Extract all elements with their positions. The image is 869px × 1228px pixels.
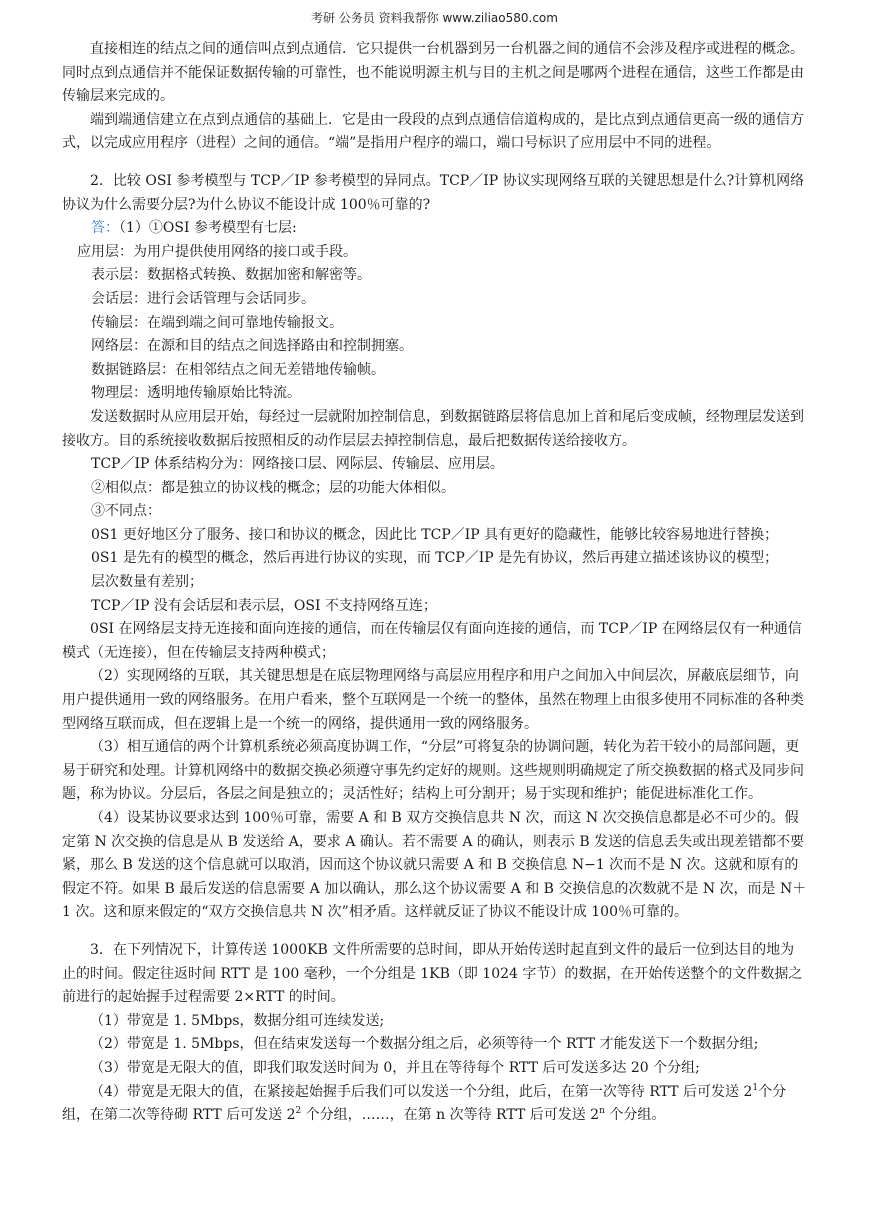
answer-1-intro [62, 217, 808, 241]
differences-title: ③不同点： [91, 503, 161, 520]
case-2: （2）带宽是 1. 5Mbps，但在结束发送每一个数据分组之后，必须等待一个 RTT 才能发送下一个数据分组; [90, 1036, 759, 1053]
answer-1-text: （1）①OSI 参考模型有七层: [119, 220, 297, 237]
layer-session: 会话层：进行会话管理与会话同步。 [91, 290, 315, 307]
difference-1: 0S1 更好地区分了服务、接口和协议的概念，因此比 TCP／IP 具有更好的隐藏性，能够比较容易地进行替换； [91, 526, 779, 543]
question-2: 2．比较 OSI 参考模型与 TCP／IP 参考模型的异同点。TCP／IP 协议实现网络互联的关键思想是什么?计算机网络协议为什么需要分层?为什么协议不能设计成 100％可靠的? [62, 172, 805, 213]
answer-3: （3）相互通信的两个计算机系统必须高度协调工作，“分层”可将复杂的协调问题，转化为若干较小的局部问题，更易于研究和处理。计算机网络中的数据交换必须遵守事先约定好的规则。这些规则明确规定了所交换数据的格式及同步问题，称为协议。分层后，各层之间是独立的；灵活性好；结构上可分割开；易于实现和维护；能促进标准化工作。 [62, 739, 804, 803]
layer-transport: 传输层：在端到端之间可靠地传输报文。 [91, 314, 343, 331]
case-4-part-c: 个分组，……，在第 n 次等待 RTT 后可发送 2 [301, 1107, 600, 1124]
document-body [62, 38, 808, 1128]
layer-data-link: 数据链路层：在相邻结点之间无差错地传输帧。 [91, 361, 385, 378]
answer-4: （4）设某协议要求达到 100％可靠，需要 A 和 B 双方交换信息共 N 次，而这 N 次交换信息都是必不可少的。假定第 N 次交换的信息是从 B 发送给 A，要求 A 确认。若不需要 A 的确认，则表示 B 发送的信息丢失或出现差错都不要紧，那么 B 发送的这个信息就可以取消，因而这个协议就只需要 A 和 B 交换信息 N−1 次而不是 N 次。这就和原有的假定不符。如果 B 最后发送的信息需要 A 加以确认，那么这个协议需要 A 和 B 交换信息的次数就不是 N 次，而是 N＋1 次。这和原来假定的“双方交换信息共 N 次”相矛盾。这样就反证了协议不能设计成 100％可靠的。 [62, 810, 807, 921]
tcpip-layers: TCP／IP 体系结构分为：网络接口层、网际层、传输层、应用层。 [91, 456, 504, 473]
page-header: 考研 公务员 资料我帮你 www.ziliao580.com [311, 11, 558, 25]
case-4 [62, 1081, 808, 1128]
answer-label: 答： [91, 220, 119, 237]
difference-3: 层次数量有差别； [91, 574, 203, 591]
difference-2: 0S1 是先有的模型的概念，然后再进行协议的实现，而 TCP／IP 是先有协议，然后再建立描述该协议的模型； [91, 550, 779, 567]
case-4-part-a: （4）带宽是无限大的值，在紧接起始握手后我们可以发送一个分组，此后，在第一次等待 RTT 后可发送 2 [90, 1083, 753, 1100]
case-3: （3）带宽是无限大的值，即我们取发送时间为 0，并且在等待每个 RTT 后可发送多达 20 个分组; [90, 1059, 700, 1076]
answer-2: （2）实现网络的互联，其关键思想是在底层物理网络与高层应用程序和用户之间加入中间层次，屏蔽底层细节，向用户提供通用一致的网络服务。在用户看来，整个互联网是一个统一的整体，虽然在物理上由很多使用不同标准的各种类型网络互联而成，但在逻辑上是一个统一的网络，提供通用一致的网络服务。 [62, 668, 804, 732]
paragraph-point-to-point: 直接相连的结点之间的通信叫点到点通信．它只提供一台机器到另一台机器之间的通信不会涉及程序或进程的概念。同时点到点通信并不能保证数据传输的可靠性，也不能说明源主机与目的主机之间是哪两个进程在通信，这些工作都是由传输层来完成的。 [62, 41, 804, 105]
spacer [62, 925, 808, 939]
layer-network: 网络层：在源和目的结点之间选择路由和控制拥塞。 [91, 338, 413, 355]
question-3: 3．在下列情况下，计算传送 1000KB 文件所需要的总时间，即从开始传送时起直到文件的最后一位到达目的地为止的时间。假定往返时间 RTT 是 100 毫秒，一个分组是 1KB（即 1024 字节）的数据，在开始传送整个的文件数据之前进行的起始握手过程需要 2×RTT 的时间。 [62, 941, 803, 1006]
case-4-part-d: 个分组。 [604, 1107, 666, 1124]
exponent-2: 2 [295, 1106, 302, 1117]
layer-presentation: 表示层：数据格式转换、数据加密和解密等。 [91, 267, 371, 284]
exponent-1: 1 [752, 1082, 759, 1093]
paragraph-sending: 发送数据时从应用层开始，每经过一层就附加控制信息，到数据链路层将信息加上首和尾后变成帧，经物理层发送到接收方。目的系统接收数据后按照相反的动作层层去掉控制信息，最后把数据传送给接收方。 [62, 408, 804, 449]
exponent-n: n [599, 1106, 605, 1117]
spacer [62, 156, 808, 170]
difference-4: TCP／IP 没有会话层和表示层，OSI 不支持网络互连； [91, 597, 437, 614]
layer-application: 应用层：为用户提供使用网络的接口或手段。 [77, 243, 357, 260]
case-1: （1）带宽是 1. 5Mbps，数据分组可连续发送; [90, 1012, 385, 1029]
difference-5: 0SI 在网络层支持无连接和面向连接的通信，而在传输层仅有面向连接的通信，而 TCP／IP 在网络层仅有一种通信模式（无连接），但在传输层支持两种模式； [62, 621, 802, 661]
paragraph-end-to-end: 端到端通信建立在点到点通信的基础上．它是由一段段的点到点通信信道构成的，是比点到点通信更高一级的通信方式，以完成应用程序（进程）之间的通信。“端”是指用户程序的端口，端口号标识了应用层中不同的进程。 [62, 111, 804, 152]
layer-physical: 物理层：透明地传输原始比特流。 [91, 385, 301, 402]
case-4-part-b: 个分组，在第二次等待砌 RTT 后可发送 2 [62, 1083, 787, 1124]
similarities: ②相似点：都是独立的协议栈的概念；层的功能大体相似。 [91, 479, 455, 496]
